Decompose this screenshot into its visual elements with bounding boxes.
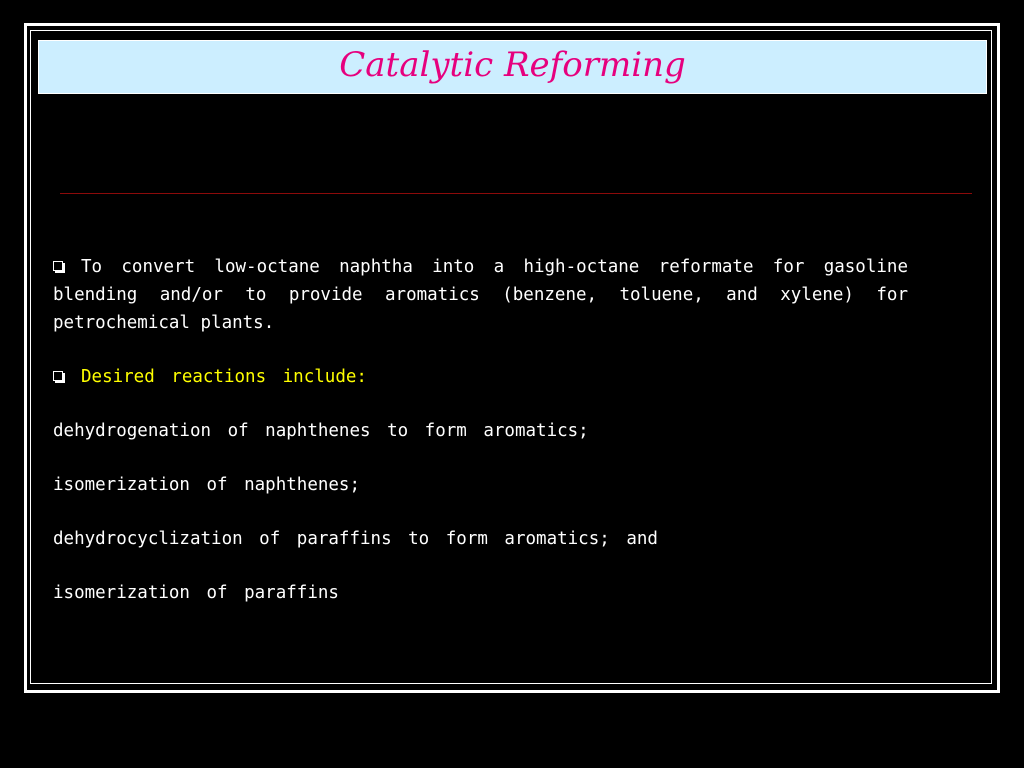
bullet-item-reactions-text: Desired reactions include: bbox=[81, 367, 367, 387]
reaction-item: isomerization of paraffins bbox=[53, 583, 339, 603]
bullet-item-reactions bbox=[53, 363, 908, 391]
bullet-item-purpose bbox=[53, 253, 908, 337]
bullet-item-purpose-text: To convert low-octane naphtha into a high-octane reformate for gasoline blending and/or to provide aromatics (benzene, toluene, and xylene) for petrochemical plants. bbox=[53, 257, 908, 333]
slide-title: Catalytic Reforming bbox=[339, 45, 686, 85]
reaction-item: dehydrocyclization of paraffins to form aromatics; and bbox=[53, 529, 658, 549]
reaction-item: dehydrogenation of naphthenes to form aromatics; bbox=[53, 421, 589, 441]
title-bar bbox=[38, 40, 987, 94]
reaction-item: isomerization of naphthenes; bbox=[53, 475, 361, 495]
square-bullet-icon bbox=[53, 371, 63, 381]
slide-body bbox=[53, 253, 908, 607]
divider-line bbox=[60, 193, 972, 194]
square-bullet-icon bbox=[53, 261, 63, 271]
